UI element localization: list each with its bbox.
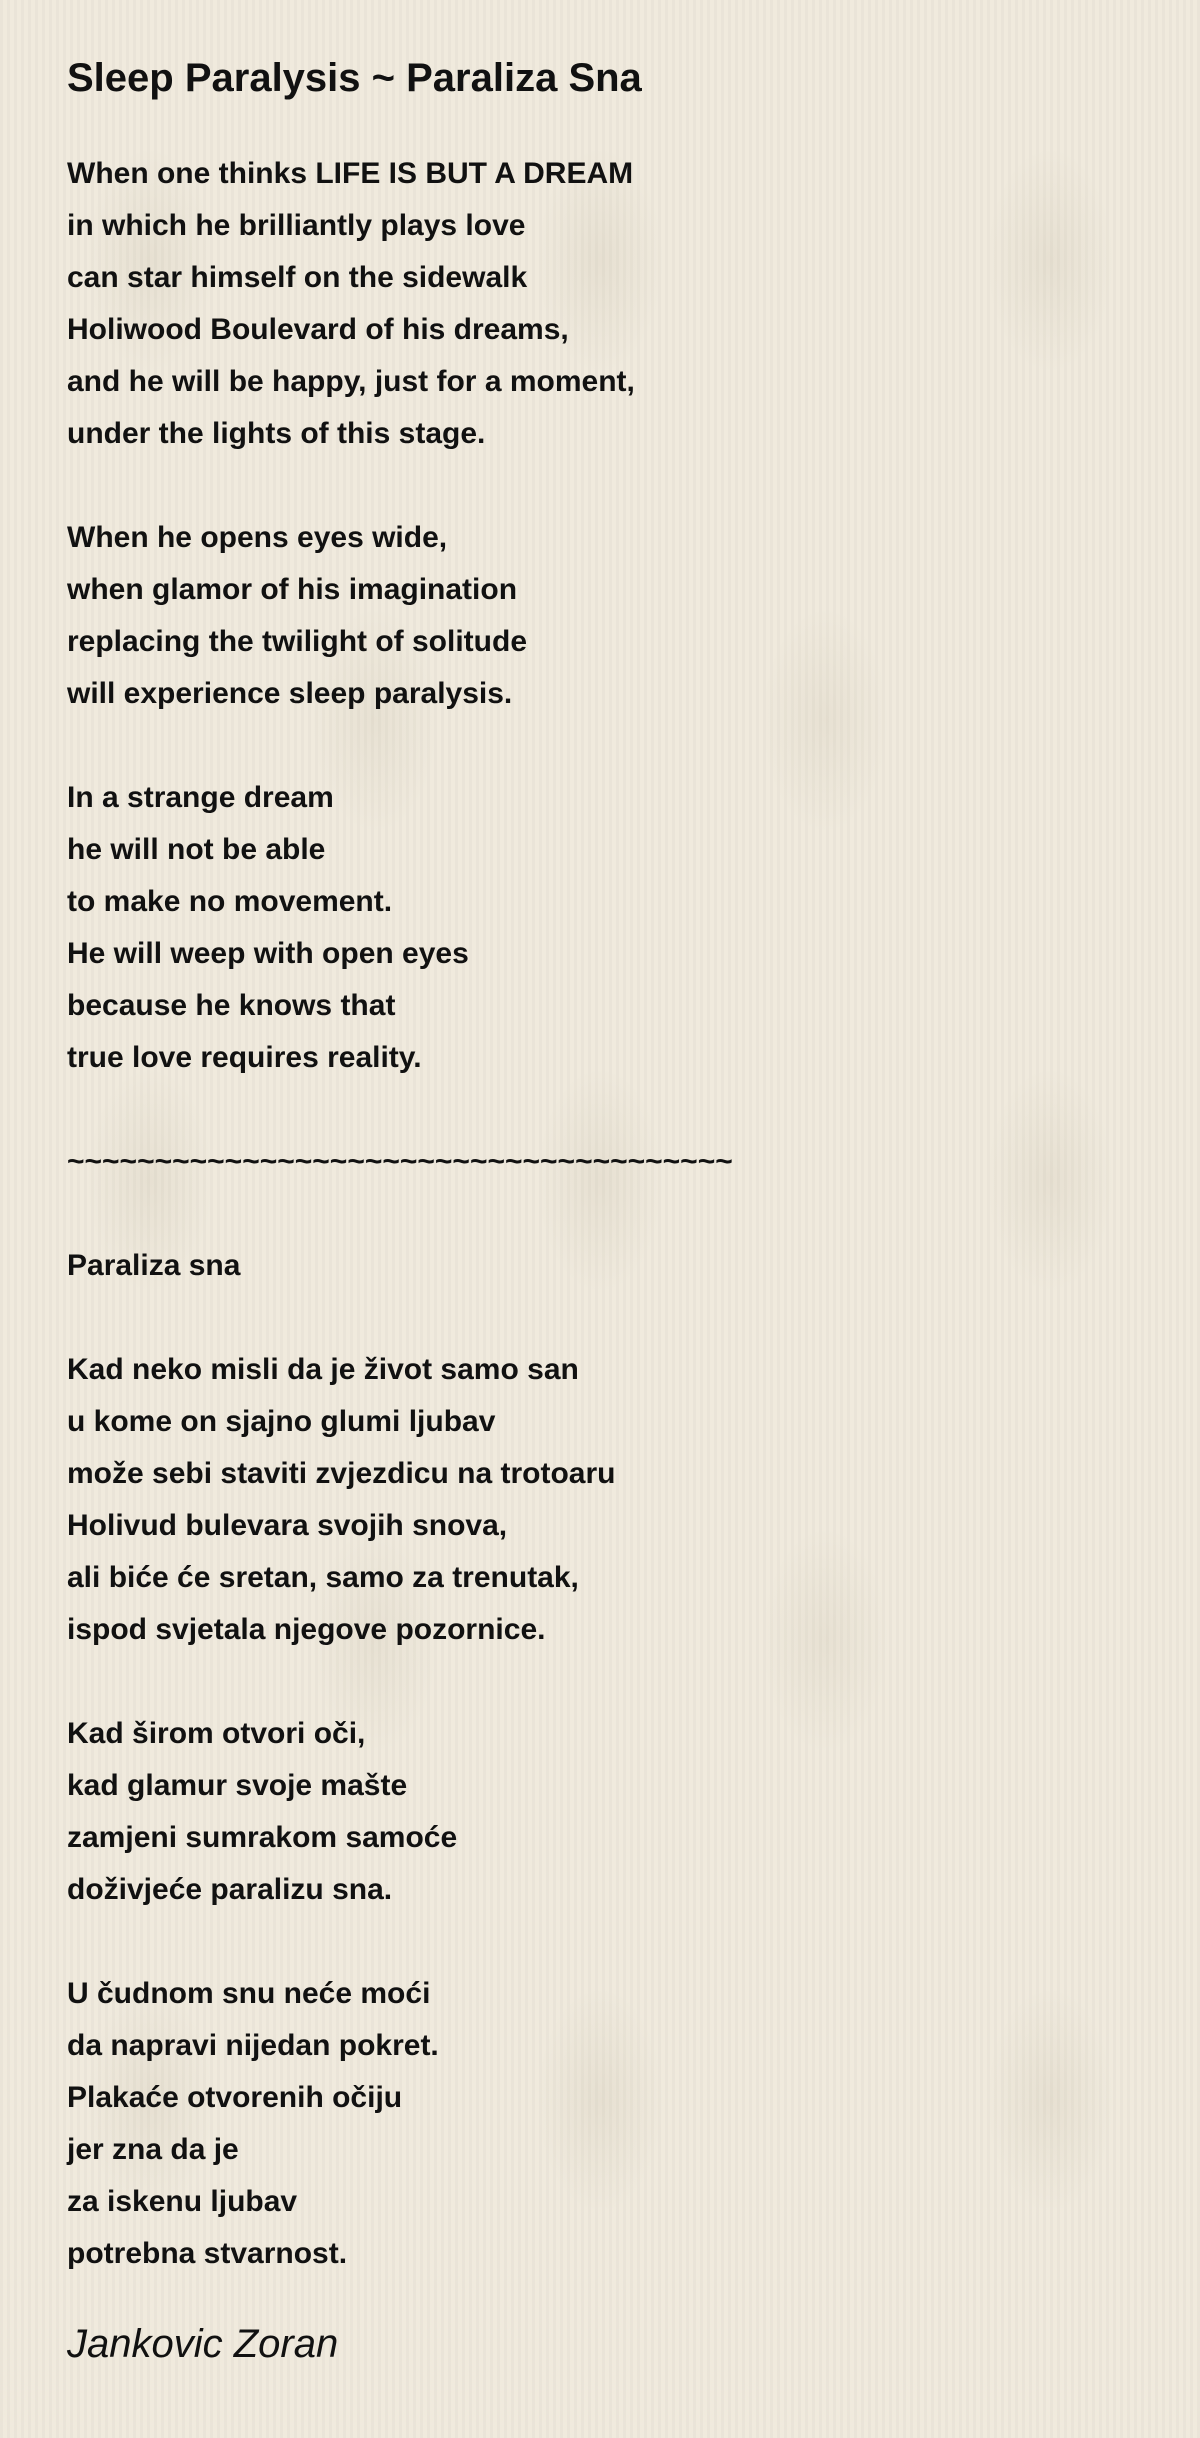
poem-line: can star himself on the sidewalk (67, 261, 528, 294)
poem-line: jer zna da je (67, 2133, 239, 2166)
poem-line: replacing the twilight of solitude (67, 625, 528, 658)
poem-line: Holiwood Boulevard of his dreams, (67, 313, 569, 346)
stanza-break (67, 1916, 1147, 1968)
poem-page (67, 48, 1147, 2374)
poem-line: true love requires reality. (67, 1041, 422, 1074)
poem-line: u kome on sjajno glumi ljubav (67, 1405, 496, 1438)
poem-line: He will weep with open eyes (67, 937, 469, 970)
stanza-break (67, 460, 1147, 512)
poem-line: When one thinks LIFE IS BUT A DREAM (67, 157, 634, 190)
stanza-break (67, 1656, 1147, 1708)
poem-line: doživjeće paralizu sna. (67, 1873, 393, 1906)
poem-line: ali biće će sretan, samo za trenutak, (67, 1561, 579, 1594)
poem-line: Kad neko misli da je život samo san (67, 1353, 579, 1386)
poem-line: Kad širom otvori oči, (67, 1717, 366, 1750)
poem-line: za iskenu ljubav (67, 2185, 298, 2218)
stanza-break (67, 1084, 1147, 1136)
stanza-break (67, 720, 1147, 772)
poem-line: ~~~~~~~~~~~~~~~~~~~~~~~~~~~~~~~~~~~~~~ (67, 1145, 733, 1178)
poem-body (67, 148, 1147, 2280)
poem-line: Paraliza sna (67, 1249, 241, 1282)
poem-line: in which he brilliantly plays love (67, 209, 526, 242)
poem-line: Holivud bulevara svojih snova, (67, 1509, 508, 1542)
poem-line: will experience sleep paralysis. (67, 677, 513, 710)
poem-line: kad glamur svoje mašte (67, 1769, 408, 1802)
poem-line: because he knows that (67, 989, 396, 1022)
poem-line: Plakaće otvorenih očiju (67, 2081, 403, 2114)
poem-line: when glamor of his imagination (67, 573, 518, 606)
poem-line: potrebna stvarnost. (67, 2237, 348, 2270)
poem-line: and he will be happy, just for a moment, (67, 365, 635, 398)
stanza-break (67, 1292, 1147, 1344)
poem-line: ispod svjetala njegove pozornice. (67, 1613, 546, 1646)
poem-title: Sleep Paralysis ~ Paraliza Sna (67, 56, 642, 100)
stanza-break (67, 1188, 1147, 1240)
poem-line: zamjeni sumrakom samoće (67, 1821, 458, 1854)
poem-line: he will not be able (67, 833, 326, 866)
poem-line: da napravi nijedan pokret. (67, 2029, 439, 2062)
poem-line: U čudnom snu neće moći (67, 1977, 431, 2010)
poem-line: When he opens eyes wide, (67, 521, 448, 554)
poem-line: In a strange dream (67, 781, 334, 814)
poem-line: under the lights of this stage. (67, 417, 486, 450)
poem-author: Jankovic Zoran (67, 2322, 339, 2366)
poem-line: to make no movement. (67, 885, 393, 918)
poem-line: može sebi staviti zvjezdicu na trotoaru (67, 1457, 616, 1490)
